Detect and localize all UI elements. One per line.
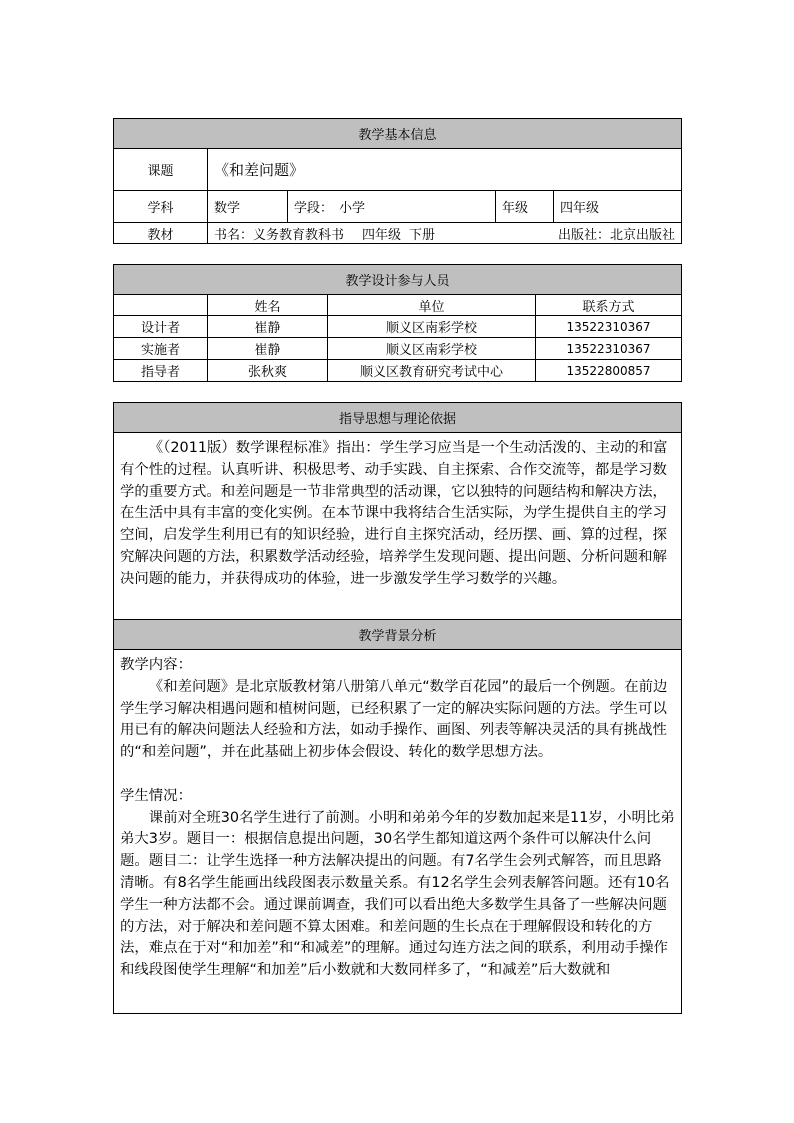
subject-value: 数学 bbox=[208, 191, 288, 223]
background-cell bbox=[114, 650, 682, 1014]
publisher: 出版社：北京出版社 bbox=[557, 227, 675, 243]
grade-label: 年级 bbox=[496, 191, 554, 223]
basic-info-table bbox=[113, 118, 682, 244]
book-grade: 四年级 bbox=[362, 227, 402, 243]
blank-line bbox=[120, 764, 675, 786]
table-row bbox=[114, 360, 682, 382]
name-cell: 崔静 bbox=[208, 338, 328, 360]
phone-cell: 13522310367 bbox=[536, 316, 682, 338]
column-header: 单位 bbox=[328, 295, 536, 316]
book-term: 下册 bbox=[409, 227, 436, 243]
topic-value: 《和差问题》 bbox=[208, 149, 682, 191]
book-name: 书名：义务教育教科书 bbox=[214, 227, 345, 243]
students-paragraph: 课前对全班30名学生进行了前测。小明和弟弟今年的岁数加起来是11岁，小明比弟弟大3岁。题目一：根据信息提出问题，30名学生都知道这两个条件可以解决什么问题。题目二：让学生选择一种方法解决提出的问题。有7名学生会列式解答，而且思路清晰。有8名学生能画出线段图表示数量关系。有12名学生会列表解答问题。还有10名学生一种方法都不会。通过课前调查，我们可以看出绝大多数学生具备了一些解决问题的方法，对于解决和差问题不算太困难。和差问题的生长点在于理解假设和转化的方法，难点在于对“和加差”和“和减差”的理解。通过勾连方法之间的联系，利用动手操作和线段图使学生理解“和加差”后小数就和大数同样多了，“和减差”后大数就和 bbox=[120, 809, 675, 979]
topic-label: 课题 bbox=[114, 149, 208, 191]
students-label: 学生情况： bbox=[120, 787, 192, 804]
subject-label: 学科 bbox=[114, 191, 208, 223]
textbook-cell bbox=[208, 223, 682, 244]
role-cell: 指导者 bbox=[114, 360, 208, 382]
guiding-header: 指导思想与理论依据 bbox=[114, 403, 682, 433]
stage-value: 小学 bbox=[339, 201, 366, 216]
textbook-label: 教材 bbox=[114, 223, 208, 244]
role-cell: 实施者 bbox=[114, 338, 208, 360]
phone-cell: 13522310367 bbox=[536, 338, 682, 360]
basic-info-header: 教学基本信息 bbox=[114, 119, 682, 149]
participants-table bbox=[113, 264, 682, 382]
guiding-cell bbox=[114, 433, 682, 620]
unit-cell: 顺义区南彩学校 bbox=[328, 338, 536, 360]
background-header: 教学背景分析 bbox=[114, 620, 682, 650]
column-header bbox=[114, 295, 208, 316]
grade-value: 四年级 bbox=[554, 191, 682, 223]
name-cell: 崔静 bbox=[208, 316, 328, 338]
stage-cell bbox=[288, 191, 496, 223]
participants-header: 教学设计参与人员 bbox=[114, 265, 682, 295]
stage-label: 学段： bbox=[294, 201, 334, 216]
content-label: 教学内容： bbox=[120, 657, 192, 673]
column-header: 姓名 bbox=[208, 295, 328, 316]
role-cell: 设计者 bbox=[114, 316, 208, 338]
table-row bbox=[114, 338, 682, 360]
content-paragraph: 《和差问题》是北京版教材第八册第八单元“数学百花园”的最后一个例题。在前边学生学习解决相遇问题和植树问题，已经积累了一定的解决实际问题的方法。学生可以用已有的解决问题法人经验和方法，如动手操作、画图、列表等解决灵活的具有挑战性的“和差问题”，并在此基础上初步体会假设、转化的数学思想方法。 bbox=[120, 678, 668, 761]
phone-cell: 13522800857 bbox=[536, 360, 682, 382]
column-header: 联系方式 bbox=[536, 295, 682, 316]
unit-cell: 顺义区南彩学校 bbox=[328, 316, 536, 338]
name-cell: 张秋爽 bbox=[208, 360, 328, 382]
analysis-table bbox=[113, 402, 682, 1014]
unit-cell: 顺义区教育研究考试中心 bbox=[328, 360, 536, 382]
table-row bbox=[114, 316, 682, 338]
guiding-paragraph: 《（2011版）数学课程标准》指出：学生学习应当是一个生动活泼的、主动的和富有个性的过程。认真听讲、积极思考、动手实践、自主探索、合作交流等，都是学习数学的重要方式。和差问题是一节非常典型的活动课，它以独特的问题结构和解决方法，在生活中具有丰富的变化实例。在本节课中我将结合生活实际，为学生提供自主的学习空间，启发学生利用已有的知识经验，进行自主探究活动，经历摆、画、算的过程，探究解决问题的方法，积累数学活动经验，培养学生发现问题、提出问题、分析问题和解决问题的能力，并获得成功的体验，进一步激发学生学习数学的兴趣。 bbox=[120, 440, 668, 587]
